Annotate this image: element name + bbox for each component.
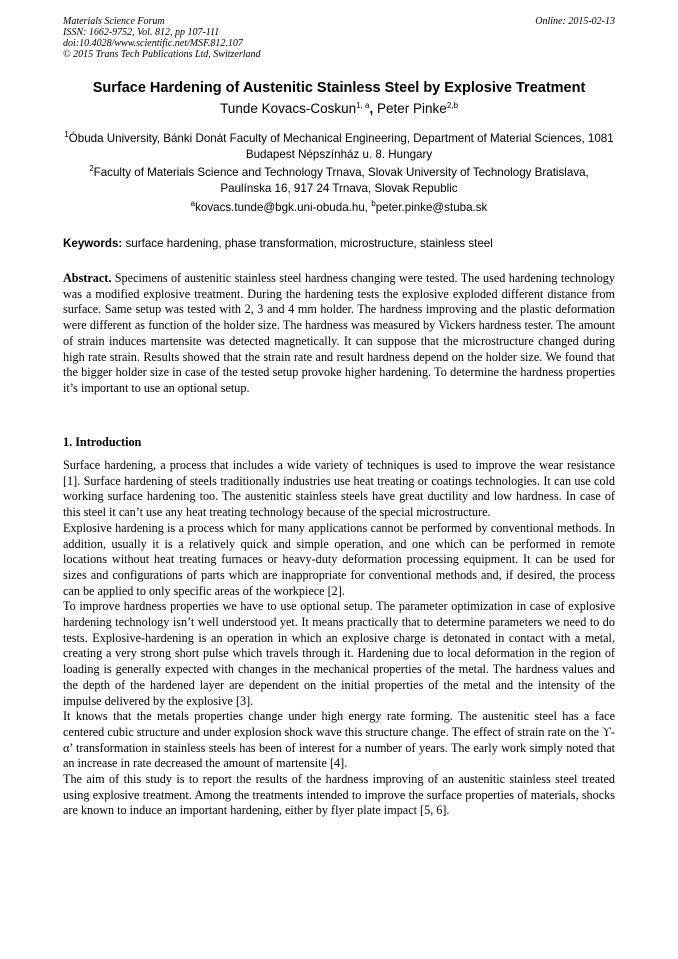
copyright-line: © 2015 Trans Tech Publications Ltd, Switzerland (63, 49, 261, 60)
author-list (40, 101, 638, 116)
online-date: Online: 2015-02-13 (535, 16, 615, 27)
author-superscript: 2,b (446, 101, 458, 110)
publication-header (63, 16, 615, 60)
author-name: Tunde Kovacs-Coskun (220, 101, 357, 116)
email-address[interactable]: peter.pinke@stuba.sk (375, 201, 488, 214)
paper-title: Surface Hardening of Austenitic Stainless Steel by Explosive Treatment (92, 80, 586, 96)
paragraph: The aim of this study is to report the results of the hardness improving of an austenitic stainless steel treated using explosive treatment. Among the treatments intended to improve the surface properties of materials, shocks are known to induce an important hardening, either by flyer plate impact [5, 6]. (63, 772, 615, 818)
affiliation-2 (63, 165, 615, 197)
abstract-text: Specimens of austenitic stainless steel hardness changing were tested. The used hardening technology was a modified explosive treatment. During the hardening tests the explosive exploded different distance from surface. Same setup was tested with 2, 3 and 4 mm holder. The hardness improving and the plastic deformation were different as function of the holder size. The hardness was measured by Vickers hardness tester. The amount of strain induces martensite was detected magnetically. It can suppose that the microstructure changed during high rate strain. Results showed that the strain rate and result hardness depend on the holder size. We found that the bigger holder size in case of the tested setup provoke higher hardening. To determine the hardness properties it’s important to use an optional setup. (63, 271, 615, 395)
keywords-label: Keywords: (63, 237, 123, 250)
keywords (63, 237, 615, 250)
email-superscript: b (371, 199, 376, 208)
paragraph: To improve hardness properties we have to use optional setup. The parameter optimization in case of explosive hardening technology isn’t well understood yet. It means practically that to determine parameters we need to do tests. Explosive-hardening is an operation in which an explosive charge is detonated in contact with a metal, creating a very strong short pulse which travels through it. Hardening due to local deformation in the region of loading is generally expected with changes in the mechanical properties of the metal. The hardness values and the depth of the hardened layer are dependent on the initial properties of the metal and the intensity of the impulse delivered by the explosive [3]. (63, 599, 615, 708)
abstract (63, 271, 615, 397)
affiliation-text: Óbuda University, Bánki Donát Faculty of Mechanical Engineering, Department of Material Sciences, 1081 Budapest Népszínház u. 8. Hungary (68, 132, 614, 161)
paragraph: It knows that the metals properties change under high energy rate forming. The austenitic steel has a face centered cubic structure and under explosion shock wave this structure change. The effect of strain rate on the ϒ-α’ transformation in stainless steels has been of interest for a number of years. The early work simply noted that an increase in rate decreased the amount of martensite [4]. (63, 709, 615, 771)
paragraph: Surface hardening, a process that includes a wide variety of techniques is used to improve the wear resistance [1]. Surface hardening of steels traditionally industries use heat treating or coatings technologies. It can use cold working surface hardening too. The austenitic stainless steels have great ductility and low hardness. In case of this steel it can’t use any heat treating technology because of the special microstructure. (63, 458, 615, 520)
section-heading-introduction: 1. Introduction (63, 435, 142, 449)
keywords-text: surface hardening, phase transformation, microstructure, stainless steel (122, 237, 493, 250)
author-separator: , (369, 101, 374, 116)
introduction-body (63, 458, 615, 819)
author-superscript: 1, a (356, 101, 370, 110)
affiliation-number: 2 (89, 164, 94, 173)
email-separator: , (364, 201, 372, 214)
affiliation-1 (63, 131, 615, 163)
affiliation-number: 1 (64, 130, 69, 139)
paragraph: Explosive hardening is a process which for many applications cannot be performed by conventional methods. In addition, usually it is a relatively quick and simple operation, and one which can be performed in remote locations without heat treating furnaces or heavy-duty deformation processing equipment. It can be used for sizes and configurations of parts which are inappropriate for conventional methods and, if desired, the process can be applied to only specific areas of the workpiece [2]. (63, 520, 615, 598)
journal-name: Materials Science Forum (63, 16, 165, 27)
email-superscript: a (190, 199, 196, 208)
issn-line: ISSN: 1662-9752, Vol. 812, pp 107-111 (63, 27, 220, 38)
doi-line: doi:10.4028/www.scientific.net/MSF.812.107 (63, 38, 243, 49)
email-address[interactable]: kovacs.tunde@bgk.uni-obuda.hu (195, 201, 365, 214)
author-emails (63, 201, 615, 214)
affiliation-text: Faculty of Materials Science and Technology Trnava, Slovak University of Technology Bratislava, Paulínska 16, 917 24 Trnava, Slovak Republic (93, 166, 589, 195)
abstract-label: Abstract. (63, 271, 112, 285)
author-name: Peter Pinke (377, 101, 447, 116)
